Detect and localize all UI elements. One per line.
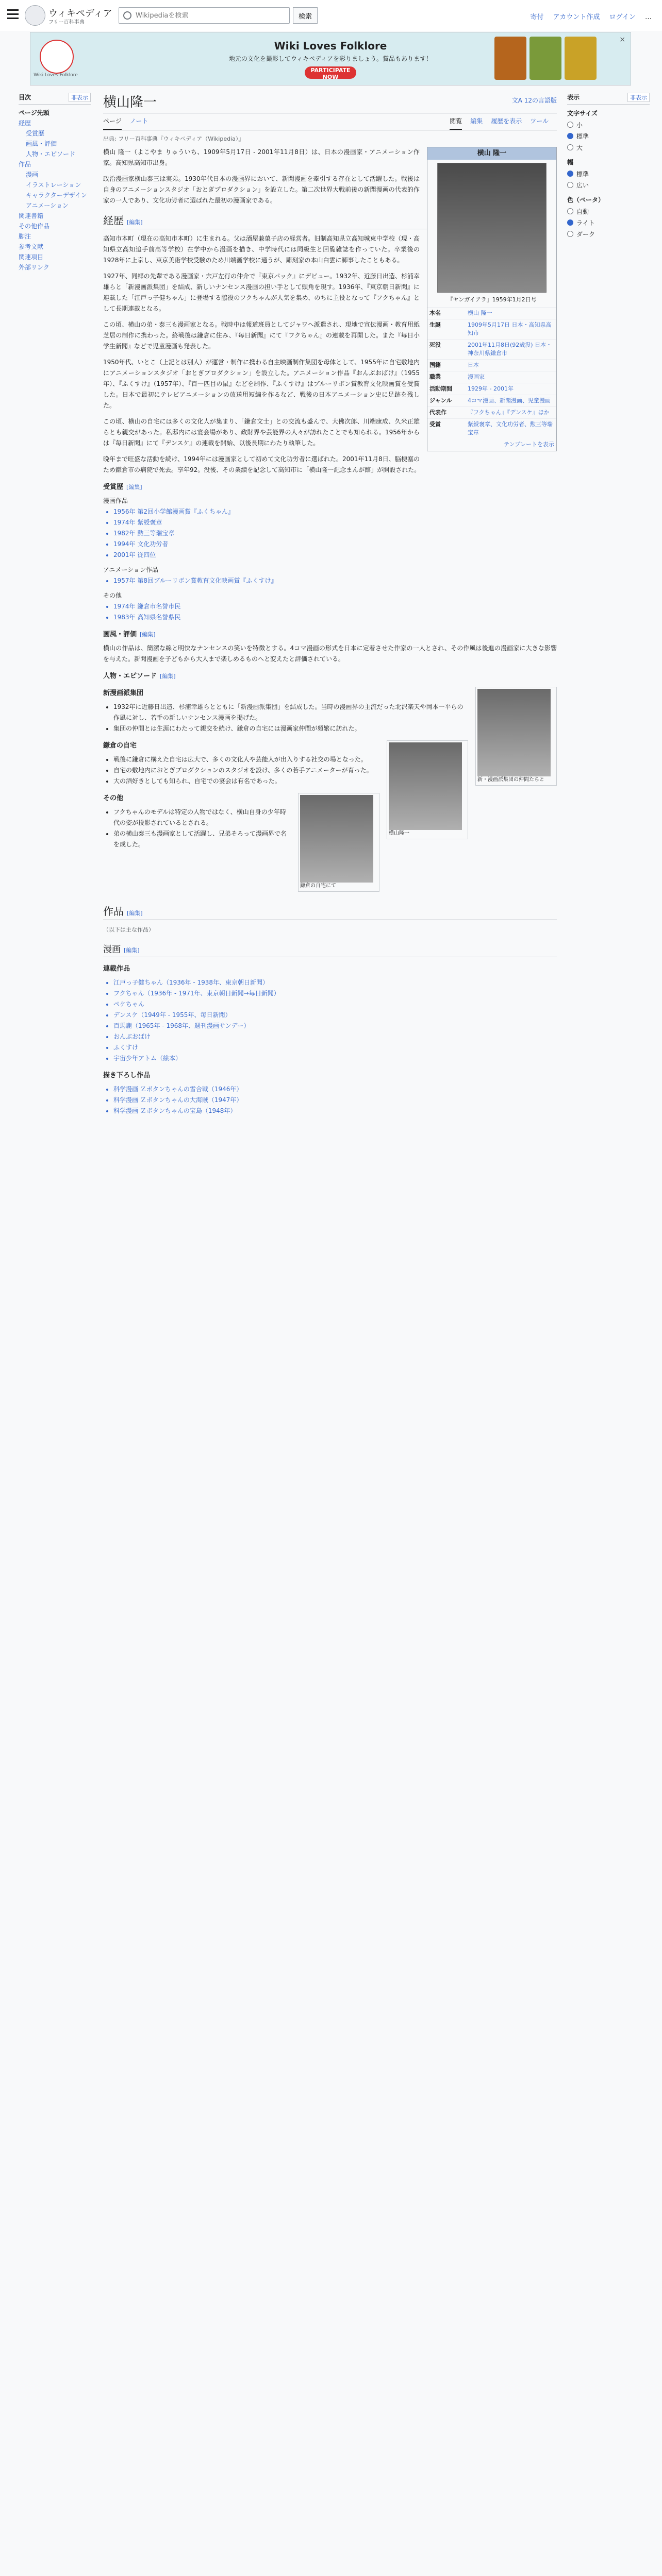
toc-item[interactable]: 脚注: [19, 233, 31, 240]
intro-paragraph: 横山 隆一（よこやま りゅういち、1909年5月17日 - 2001年11月8日）は、日本の漫画家・アニメーション作家。高知県高知市出身。: [103, 148, 420, 166]
search-input[interactable]: [135, 10, 286, 21]
radio-button[interactable]: [567, 208, 573, 214]
infobox-key: 国籍: [429, 362, 441, 368]
infobox-value[interactable]: 4コマ漫画、新聞漫画、児童漫画: [468, 397, 551, 404]
award-item[interactable]: • 1994年 文化功労者: [113, 539, 557, 550]
section-heading-manga: 漫画 [編集]: [103, 944, 557, 957]
works-list: [103, 1084, 557, 1116]
infobox-key: 生誕: [429, 321, 441, 328]
infobox-key: ジャンル: [429, 397, 452, 404]
appearance-option[interactable]: [567, 168, 650, 180]
edit-section-link[interactable]: [編集]: [160, 673, 176, 680]
search-icon: [123, 11, 131, 20]
section-heading-style: 画風・評価 [編集]: [103, 631, 156, 638]
appearance-option[interactable]: [567, 131, 650, 142]
work-item[interactable]: • フクちゃん（1936年 - 1971年、東京朝日新聞→毎日新聞）: [113, 988, 557, 999]
infobox: [427, 147, 557, 451]
toc-item[interactable]: 関連項目: [19, 253, 44, 261]
award-item[interactable]: • 1983年 高知県名誉県民: [113, 612, 557, 623]
edit-section-link[interactable]: [編集]: [127, 219, 143, 226]
donate-link[interactable]: 寄付: [530, 13, 544, 21]
appearance-option[interactable]: [567, 142, 650, 154]
appearance-panel: [567, 93, 650, 240]
infobox-row: [427, 406, 556, 418]
toc-item[interactable]: 参考文献: [19, 243, 44, 250]
infobox-value[interactable]: 1929年 - 2001年: [468, 385, 514, 392]
works-list: [103, 977, 557, 1064]
infobox-row: [427, 418, 556, 438]
table-of-contents: [19, 93, 91, 273]
infobox-row: [427, 339, 556, 359]
edit-section-link[interactable]: [編集]: [127, 910, 143, 917]
participate-button[interactable]: PARTICIPATE NOW: [305, 66, 356, 79]
appearance-option[interactable]: [567, 229, 650, 240]
award-item[interactable]: • 1956年 第2回小学館漫画賞『ふくちゃん』: [113, 506, 557, 517]
logo-subtitle: フリー百科事典: [48, 20, 85, 25]
campaign-banner: [30, 32, 631, 86]
width-options: [567, 168, 650, 191]
infobox-title: 横山 隆一: [427, 147, 556, 160]
career-paragraph: 晩年まで旺盛な活動を続け、1994年には漫画家として初めて文化功労者に選ばれた。2001年11月8日、脳梗塞のため鎌倉市の病院で死去。享年92。没後、その業績を記念して高知市に「横山隆一記念まんが館」が開設された。: [103, 455, 421, 473]
option-label: ダーク: [576, 231, 595, 238]
radio-button[interactable]: [567, 231, 573, 237]
page-title: [103, 92, 557, 113]
figure-caption: 新・漫画派集団の仲間たちと: [477, 777, 544, 783]
figure-photo[interactable]: [477, 689, 551, 776]
banner-photo: [494, 37, 526, 80]
award-item[interactable]: • 1974年 紫綬褒章: [113, 517, 557, 528]
work-item[interactable]: • ふくすけ: [113, 1042, 557, 1053]
toc-hide-button[interactable]: 非表示: [69, 93, 91, 102]
text-size-options: [567, 120, 650, 154]
figure: [387, 740, 468, 839]
tab-tools[interactable]: ツール: [530, 117, 549, 125]
personal-tools: [523, 11, 652, 21]
work-item[interactable]: • 科学漫画 Ｚボタンちゃんの宝島（1948年）: [113, 1106, 557, 1116]
episode-item: • 自宅の敷地内におとぎプロダクションのスタジオを設け、多くの若手アニメーターが育った。: [113, 765, 557, 776]
main-content: [103, 92, 557, 1121]
search-box: [119, 7, 290, 24]
infobox-caption: 『ヤンガイアラ』1959年1月2日号: [447, 296, 537, 303]
career-paragraph: 1950年代、いとこ（上記とは別人）が運営・制作に携わる自主映画制作集団を母体として、1955年に自宅敷地内にアニメーションスタジオ「おとぎプロダクション」を設立した。アニメーション作品『おんぶおばけ』（1955年）、『ふくすけ』（1957年）、『百一匹目の鼠』などを制作、『ふくすけ』はブルーリボン賞教育文化映画賞を受賞した。日本で最初にテレビアニメーションの放送用短編を作るなど、戦後の日本アニメーション史に足跡を残した。: [103, 359, 420, 409]
option-label: 標準: [576, 171, 589, 178]
work-item[interactable]: • ペケちゃん: [113, 999, 557, 1010]
appearance-option[interactable]: [567, 180, 650, 191]
toc-item[interactable]: 作品: [19, 161, 31, 168]
appearance-hide-button[interactable]: 非表示: [627, 93, 650, 102]
figure-photo[interactable]: [389, 742, 462, 830]
work-item[interactable]: • 科学漫画 Ｚボタンちゃんの大海賊（1947年）: [113, 1095, 557, 1106]
toc-item[interactable]: イラストレーション: [26, 181, 81, 189]
section-heading-episodes: 人物・エピソード [編集]: [103, 672, 176, 680]
awards-section: [103, 496, 557, 623]
more-options-icon[interactable]: …: [645, 13, 652, 21]
banner-text: 地元の文化を撮影してウィキペディアを彩りましょう。賞品もあります！: [228, 55, 433, 62]
episode-item: • 1932年に近藤日出造、杉浦幸雄らとともに「新漫画派集団」を結成した。当時の漫画界の主流だった北沢楽天や岡本一平らの作風に対し、若手の新しいナンセンス漫画を掲げた。: [113, 702, 557, 723]
banner-close-icon[interactable]: ×: [619, 36, 625, 44]
radio-button[interactable]: [567, 182, 573, 188]
option-label: 広い: [576, 182, 589, 189]
toc-item[interactable]: その他作品: [19, 223, 50, 230]
award-group-title: アニメーション作品: [103, 566, 158, 573]
toc-title: 目次: [19, 94, 31, 101]
infobox-key: 死没: [429, 342, 441, 348]
work-item[interactable]: • おんぶおばけ: [113, 1031, 557, 1042]
intro-paragraph: 政治漫画家横山泰三は実弟。1930年代日本の漫画界において、新聞漫画を牽引する存在として活躍した。戦後は自身のアニメーションスタジオ「おとぎプロダクション」を設立した。第二次世界大戦前後の新聞漫画の代表的作家の一人であり、文化功労者に選ばれた最初の漫画家である。: [103, 175, 420, 204]
award-list: [103, 506, 557, 561]
works-note: （以下は主な作品）: [103, 926, 154, 933]
infobox-value[interactable]: 紫綬褒章、文化功労者、勲三等瑞宝章: [468, 421, 553, 436]
option-label: ライト: [576, 219, 595, 227]
infobox-key: 受賞: [429, 421, 441, 428]
option-label: 自動: [576, 208, 589, 215]
award-item[interactable]: • 2001年 従四位: [113, 550, 557, 561]
episode-item: • 戦後に鎌倉に構えた自宅は広大で、多くの文化人や芸能人が出入りする社交の場となった。: [113, 754, 557, 765]
page-source-note: 出典: フリー百科事典『ウィキペディア（Wikipedia）』: [103, 135, 244, 142]
infobox-value[interactable]: 2001年11月8日(92歳没) 日本・神奈川県鎌倉市: [468, 342, 552, 357]
episode-item: • 大の酒好きとしても知られ、自宅での宴会は有名であった。: [113, 776, 557, 787]
episode-item: • 集団の仲間とは生涯にわたって親交を続け、鎌倉の自宅には漫画家仲間が頻繁に訪れた。: [113, 723, 557, 734]
toc-item[interactable]: 関連書籍: [19, 212, 44, 219]
episode-item: • 弟の横山泰三も漫画家として活躍し、兄弟そろって漫画界で名を成した。: [113, 828, 557, 850]
color-heading: 色（ベータ）: [567, 196, 605, 204]
award-group-title: その他: [103, 592, 122, 599]
infobox-key: 本名: [429, 310, 441, 316]
search-button[interactable]: 検索: [293, 7, 318, 24]
page-title-text: 横山隆一: [103, 95, 157, 110]
radio-button[interactable]: [567, 144, 573, 150]
page-tabs: [103, 116, 557, 130]
award-item[interactable]: • 1982年 勲三等瑞宝章: [113, 528, 557, 539]
logo-title[interactable]: ウィキペディア: [48, 8, 112, 19]
figure-caption: 鎌倉の自宅にて: [300, 883, 336, 889]
award-list: [103, 575, 557, 586]
tab-history[interactable]: 履歴を表示: [491, 117, 522, 125]
subheading: 描き下ろし作品: [103, 1072, 151, 1079]
appearance-title: 表示: [567, 94, 580, 101]
toc-item[interactable]: アニメーション: [26, 202, 69, 209]
award-item[interactable]: • 1974年 鎌倉市名誉市民: [113, 601, 557, 612]
infobox-value[interactable]: 日本: [468, 362, 479, 368]
text-size-heading: 文字サイズ: [567, 110, 598, 117]
toc-item[interactable]: ページ先頭: [19, 109, 49, 116]
appearance-option[interactable]: [567, 217, 650, 229]
figure: [298, 793, 379, 892]
option-label: 小: [576, 122, 583, 129]
appearance-option[interactable]: [567, 206, 650, 217]
wikipedia-globe-logo[interactable]: [25, 5, 45, 26]
article-body: [103, 147, 557, 1116]
option-label: 標準: [576, 133, 589, 140]
top-bar: [0, 0, 662, 31]
main-menu-icon[interactable]: [7, 9, 19, 19]
banner-logo-label: Wiki Loves Folklore: [34, 73, 78, 78]
width-heading: 幅: [567, 159, 574, 166]
portrait-photo[interactable]: [437, 163, 547, 293]
radio-button[interactable]: [567, 219, 573, 226]
infobox-key: 代表作: [429, 409, 446, 416]
figure-photo[interactable]: [300, 795, 373, 883]
create-account-link[interactable]: アカウント作成: [553, 13, 600, 21]
tab-edit[interactable]: 編集: [470, 117, 483, 125]
figure: [475, 687, 557, 786]
option-label: 大: [576, 144, 583, 151]
template-link[interactable]: テンプレートを表示: [503, 441, 554, 448]
infobox-rows: [427, 307, 556, 438]
toc-list: [19, 108, 91, 273]
tab-page[interactable]: ページ: [103, 116, 122, 130]
infobox-row: [427, 319, 556, 339]
career-paragraph: この頃、横山の弟・泰三も漫画家となる。戦時中は報道班員としてジャワへ派遣され、現地で宣伝漫画・教育用紙芝居の制作に携わった。終戦後は鎌倉に住み、『毎日新聞』にて『フクちゃん』の連載を再開した。また『毎日小学生新聞』などで児童漫画も発表した。: [103, 321, 420, 350]
work-item[interactable]: • 江戸っ子健ちゃん（1936年 - 1938年、東京朝日新聞）: [113, 977, 557, 988]
style-paragraph: 横山の作品は、簡潔な線と明快なナンセンスの笑いを特徴とする。4コマ漫画の形式を日本に定着させた作家の一人とされ、その作風は後進の漫画家に大きな影響を与えた。新聞漫画を子どもから大人まで楽しめるものへと変えたと評価されている。: [103, 645, 557, 663]
edit-section-link[interactable]: [編集]: [124, 947, 140, 954]
language-button[interactable]: 文A 12の言語版: [511, 97, 557, 104]
edit-section-link[interactable]: [編集]: [140, 631, 156, 638]
toc-item[interactable]: 受賞歴: [26, 130, 45, 137]
infobox-value[interactable]: 『フクちゃん』『デンスケ』ほか: [468, 409, 550, 416]
infobox-row: [427, 307, 556, 319]
infobox-key: 活動期間: [429, 385, 452, 392]
subheading: 新漫画派集団: [103, 689, 144, 697]
subheading: その他: [103, 794, 124, 802]
banner-photo: [565, 37, 597, 80]
award-group-title: 漫画作品: [103, 497, 128, 504]
toc-item[interactable]: 外部リンク: [19, 264, 49, 271]
radio-button[interactable]: [567, 171, 573, 177]
banner-photo: [529, 37, 561, 80]
toc-item[interactable]: 漫画: [26, 171, 39, 178]
login-link[interactable]: ログイン: [609, 13, 636, 21]
toc-item[interactable]: 人物・エピソード: [26, 150, 76, 158]
award-list: [103, 601, 557, 623]
career-paragraph: 高知市本町（現在の高知市本町）に生まれる。父は酒屋兼菓子店の経営者。旧制高知県立高知城東中学校（現・高知県立高知追手前高等学校）在学中から漫画を描き、中学時代には同級生と回覧雑誌を作っていた。卒業後の1928年に上京し、東京美術学校受験のため川端画学校に通うが、彫刻家の本山白雲に師事したこともある。: [103, 235, 420, 264]
tab-talk[interactable]: ノート: [129, 117, 148, 125]
award-item[interactable]: • 1957年 第8回ブルーリボン賞教育文化映画賞『ふくすけ』: [113, 575, 557, 586]
toc-item[interactable]: キャラクターデザイン: [26, 192, 87, 199]
radio-button[interactable]: [567, 122, 573, 128]
tab-read[interactable]: 閲覧: [450, 116, 462, 130]
toc-item[interactable]: 画風・評価: [26, 140, 57, 147]
infobox-row: [427, 371, 556, 383]
infobox-key: 職業: [429, 374, 441, 380]
infobox-value[interactable]: 横山 隆一: [468, 310, 492, 316]
career-paragraph: この頃、横山の自宅には多くの文化人が集まり、「鎌倉文士」との交流も盛んで、大佛次郎、川端康成、久米正雄らとも親交があった。私邸内には宴会場があり、政財界や芸能界の人々が訪れたことでも知られる。1956年からは『毎日新聞』にて『デンスケ』の連載を開始、以後長期にわたり執筆した。: [103, 418, 420, 447]
infobox-row: [427, 395, 556, 406]
work-item[interactable]: • 科学漫画 Ｚボタンちゃんの雪合戦（1946年）: [113, 1084, 557, 1095]
section-heading-works: 作品 [編集]: [103, 906, 557, 920]
figure-caption: 横山隆一: [389, 831, 409, 836]
subheading: 鎌倉の自宅: [103, 742, 137, 750]
episode-item: • フクちゃんのモデルは特定の人物ではなく、横山自身の少年時代の姿が投影されているとされる。: [113, 807, 557, 828]
section-heading-awards: 受賞歴 [編集]: [103, 483, 142, 491]
color-options: [567, 206, 650, 240]
infobox-row: [427, 383, 556, 395]
infobox-value[interactable]: 1909年5月17日 日本・高知県高知市: [468, 321, 552, 336]
radio-button[interactable]: [567, 133, 573, 139]
work-item[interactable]: • 百馬鹿（1965年 - 1968年、週刊漫画サンデー）: [113, 1021, 557, 1031]
edit-section-link[interactable]: [編集]: [126, 484, 142, 490]
banner-title: Wiki Loves Folklore: [274, 40, 387, 52]
appearance-option[interactable]: [567, 120, 650, 131]
toc-item[interactable]: 経歴: [19, 120, 31, 127]
section-heading-career: 経歴 [編集]: [103, 215, 557, 229]
infobox-row: [427, 359, 556, 371]
subheading: 連載作品: [103, 965, 130, 973]
infobox-value[interactable]: 漫画家: [468, 374, 485, 380]
career-paragraph: 1927年、同郷の先輩である漫画家・宍戸左行の仲介で『東京パック』にデビュー。1932年、近藤日出造、杉浦幸雄らと「新漫画派集団」を結成、新しいナンセンス漫画の担い手として頭角を現す。1936年、『東京朝日新聞』に連載した「江戸っ子健ちゃん」に登場する脇役のフクちゃんが人気を集め、のちに主役となって『フクちゃん』として長期連載となる。: [103, 273, 420, 312]
work-item[interactable]: • デンスケ（1949年 - 1955年、毎日新聞）: [113, 1010, 557, 1021]
work-item[interactable]: • 宇宙少年アトム（絵本）: [113, 1053, 557, 1064]
